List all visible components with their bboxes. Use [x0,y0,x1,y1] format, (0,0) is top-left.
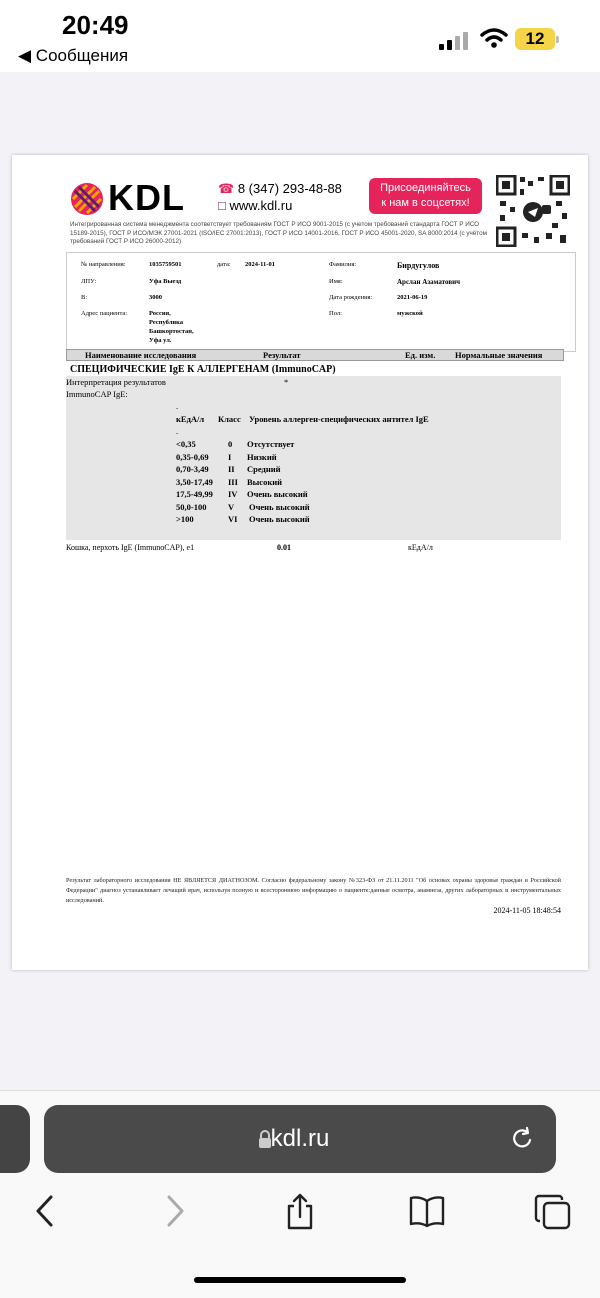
result-value: 0.01 [277,543,291,552]
interp-level: Очень высокий [249,514,310,524]
interp-class: V [228,501,235,512]
result-test-name: Кошка, перхоть IgE (ImmunoCAP), e1 [66,543,195,552]
contact-site[interactable] [218,198,292,213]
wifi-icon [480,27,508,49]
address-line-1: Россия, [149,310,171,317]
status-bar [0,0,600,72]
interp-header-unit: кЕдА/л [176,414,205,424]
patient-info-block [66,252,576,352]
previous-tab-pill[interactable] [0,1105,30,1173]
address-url: kdl.ru [270,1125,330,1152]
phone-icon: ☎ [218,181,235,196]
back-to-messages-link[interactable]: ◀ Сообщения [18,46,129,65]
interp-range: 0,70-3,49 [176,464,209,474]
referral-label: № направления: [81,261,126,268]
standards-note: Интегрированная система менеджмента соответствует требованиям ГОСТ Р ИСО 9001-2015 (с учетом требований стандарта ГОСТ Р ИСО 15189-2015), ГОСТ Р ИСО/МЭК 27001-2021 (ISO/IEC 27001:2013), ГОСТ Р ИСО 14001-2016, ГОСТ Р ИСО 45001-2020, SA 8000:2014 (с учётом требований ГОСТ Р ИСО 26000-2012) [70,221,487,245]
interp-level: Отсутствует [247,439,295,449]
forward-chevron-icon[interactable] [162,1193,188,1229]
interp-range: 3,50-17,49 [176,476,213,487]
lpu-value: Уфа Выезд [149,278,182,285]
lpu-label: ЛПУ: [81,278,97,285]
name-value: Арслан Азаматович [397,278,461,286]
social-promo-badge [369,178,482,214]
status-time: 20:49 [62,10,129,40]
interp-dot-2: . [176,426,179,436]
address-line-3: Башкортостан, [149,328,194,335]
interp-asterisk: * [284,377,289,387]
interp-header-class: Класс [218,414,241,424]
address-line-2: Республика [149,319,184,326]
interp-class: VI [228,514,238,524]
share-icon[interactable] [284,1193,316,1231]
tabs-icon[interactable] [534,1193,572,1231]
date-value: 2024-11-01 [245,261,275,268]
interp-level: Низкий [247,451,277,462]
interp-subtitle: ImmunoCAP IgE: [66,389,128,399]
printed-timestamp: 2024-11-05 18:48:54 [493,906,561,915]
interp-class: I [228,451,232,462]
interp-class: 0 [228,439,233,449]
interp-range: >100 [176,514,194,524]
sex-value: мужской [397,310,423,317]
result-unit: кЕдА/л [408,543,433,552]
age-label: В: [81,294,88,301]
disclaimer-text: Результат лабораторного исследования НЕ ЯВЛЯЕТСЯ ДИАГНОЗОМ. Согласно федеральному закону №323-ФЗ от 21.11.2011 "Об основах охраны здоровья граждан в Российской Федерации" диагноз устанавливает лечащий врач, используя полную и всестороннюю информацию о пациенте:данные осмотра, анамнеза, других лабораторных и инструментальных исследований. [66,877,561,904]
reload-icon[interactable] [508,1125,536,1153]
col-unit-header: Ед. изм. [405,350,436,360]
interp-title: Интерпретация результатов [66,377,166,387]
cellular-signal-icon [439,32,471,50]
promo-line-2: к нам в соцсетях! [381,197,470,209]
qr-code-icon [496,175,570,247]
surname-label: Фамилия: [329,261,357,268]
sex-label: Пол: [329,310,342,317]
interp-range: 0,35-0,69 [176,451,209,462]
interp-level: Очень высокий [249,501,310,512]
interp-range: 50,0-100 [176,501,207,512]
col-result-header: Результат [263,350,301,360]
bookmarks-icon[interactable] [408,1193,446,1229]
interp-class: III [228,476,238,487]
interp-range: <0,35 [176,439,196,449]
referral-value: 1035759501 [149,261,182,268]
interp-level: Высокий [247,476,283,487]
interp-class: IV [228,489,238,499]
age-value: 3000 [149,294,162,301]
battery-tip-icon [556,36,559,43]
interp-dot-1: . [176,401,179,411]
interp-class: II [228,464,235,474]
monitor-icon: □ [218,198,226,213]
interp-header-level: Уровень аллерген-специфических антител IgE [249,414,429,424]
promo-line-1: Присоединяйтесь [380,182,471,194]
interp-level: Средний [247,464,281,474]
dob-value: 2021-06-19 [397,294,428,301]
dob-label: Дата рождения: [329,294,373,301]
back-chevron-icon[interactable] [32,1193,58,1229]
address-bar[interactable] [44,1105,556,1173]
battery-level: 12 [515,28,555,50]
col-name-header: Наименование исследования [85,350,197,360]
interpretation-block [66,376,561,540]
home-indicator[interactable] [194,1277,406,1283]
lab-report-page [12,155,588,970]
site-url: www.kdl.ru [229,198,293,213]
brand-name: KDL [108,177,185,218]
contact-phone[interactable] [218,181,342,197]
name-label: Имя: [329,278,343,285]
address-label: Адрес пациента: [81,310,128,317]
address-line-4: Уфа ул. [149,337,172,344]
interp-level: Очень высокий [247,489,308,499]
results-table-header [66,349,564,361]
interp-range: 17,5-49,99 [176,489,213,499]
section-title: СПЕЦИФИЧЕСКИЕ IgE К АЛЛЕРГЕНАМ (ImmunoCAP) [70,364,336,375]
phone-number: 8 (347) 293-48-88 [237,181,342,196]
col-norm-header: Нормальные значения [455,350,543,360]
surname-value: Бирдугулов [397,261,440,270]
kdl-logo-icon [70,182,104,216]
date-label: дата: [217,261,231,268]
